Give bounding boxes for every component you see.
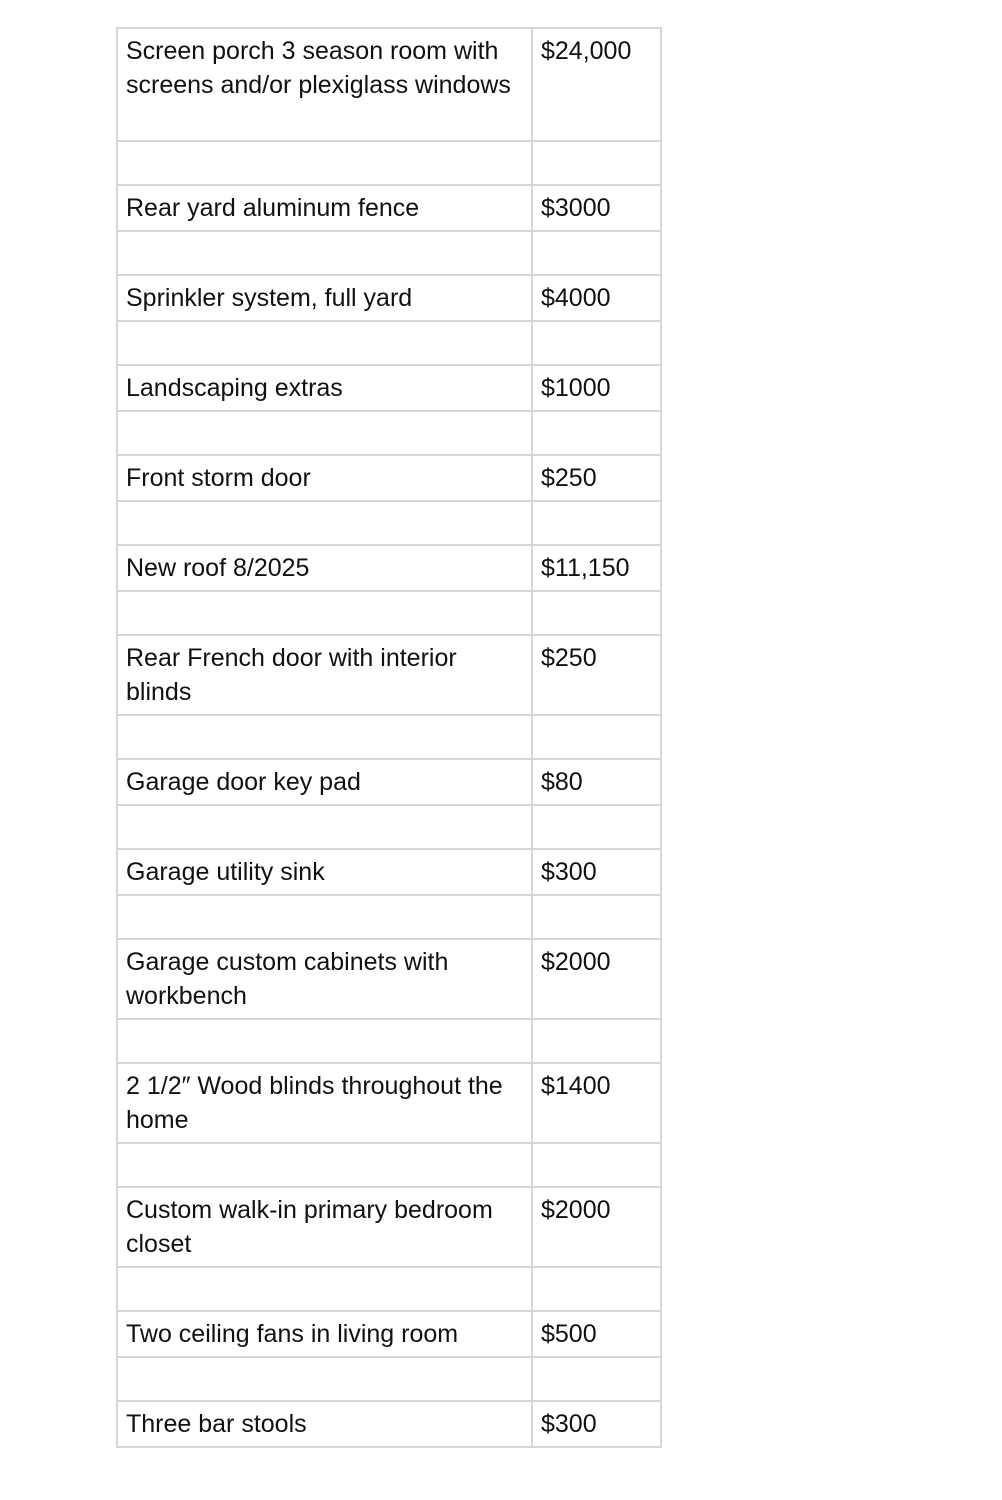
spacer-row	[117, 1143, 661, 1187]
table-row	[117, 455, 661, 501]
item-description: Custom walk-in primary bedroom closet	[117, 1187, 532, 1267]
item-description: 2 1/2″ Wood blinds throughout the home	[117, 1063, 532, 1143]
item-cost: $80	[532, 759, 661, 805]
spacer-row	[117, 1357, 661, 1401]
table-row	[117, 635, 661, 715]
empty-cell	[532, 1357, 661, 1401]
table-row	[117, 365, 661, 411]
item-description: Front storm door	[117, 455, 532, 501]
spacer-row	[117, 1267, 661, 1311]
item-description: Landscaping extras	[117, 365, 532, 411]
spacer-row	[117, 231, 661, 275]
empty-cell	[532, 321, 661, 365]
item-description: Sprinkler system, full yard	[117, 275, 532, 321]
empty-cell	[532, 895, 661, 939]
item-cost: $4000	[532, 275, 661, 321]
empty-cell	[117, 501, 532, 545]
item-description: Two ceiling fans in living room	[117, 1311, 532, 1357]
table-row	[117, 28, 661, 141]
table-row	[117, 1187, 661, 1267]
item-cost: $300	[532, 849, 661, 895]
spacer-row	[117, 895, 661, 939]
improvements-table	[116, 27, 662, 1448]
empty-cell	[117, 715, 532, 759]
empty-cell	[532, 141, 661, 185]
item-description: Rear French door with interior blinds	[117, 635, 532, 715]
empty-cell	[117, 895, 532, 939]
table-body	[117, 28, 661, 1447]
empty-cell	[117, 1019, 532, 1063]
table-row	[117, 1063, 661, 1143]
spacer-row	[117, 141, 661, 185]
empty-cell	[532, 231, 661, 275]
empty-cell	[532, 501, 661, 545]
empty-cell	[117, 231, 532, 275]
empty-cell	[532, 411, 661, 455]
table-row	[117, 1401, 661, 1447]
table-row	[117, 759, 661, 805]
empty-cell	[532, 1019, 661, 1063]
item-description: Rear yard aluminum fence	[117, 185, 532, 231]
empty-cell	[117, 321, 532, 365]
item-cost: $500	[532, 1311, 661, 1357]
item-cost: $1000	[532, 365, 661, 411]
empty-cell	[117, 591, 532, 635]
empty-cell	[532, 1143, 661, 1187]
item-cost: $2000	[532, 1187, 661, 1267]
item-cost: $24,000	[532, 28, 661, 141]
item-cost: $1400	[532, 1063, 661, 1143]
table-row	[117, 545, 661, 591]
empty-cell	[117, 1143, 532, 1187]
spacer-row	[117, 1019, 661, 1063]
empty-cell	[117, 805, 532, 849]
item-description: New roof 8/2025	[117, 545, 532, 591]
spacer-row	[117, 411, 661, 455]
spacer-row	[117, 321, 661, 365]
spacer-row	[117, 501, 661, 545]
empty-cell	[117, 141, 532, 185]
empty-cell	[117, 1357, 532, 1401]
spacer-row	[117, 715, 661, 759]
item-description: Three bar stools	[117, 1401, 532, 1447]
table-row	[117, 849, 661, 895]
spacer-row	[117, 591, 661, 635]
table-row	[117, 1311, 661, 1357]
empty-cell	[532, 1267, 661, 1311]
item-cost: $3000	[532, 185, 661, 231]
item-cost: $2000	[532, 939, 661, 1019]
spacer-row	[117, 805, 661, 849]
empty-cell	[117, 411, 532, 455]
item-description: Garage door key pad	[117, 759, 532, 805]
item-description: Garage utility sink	[117, 849, 532, 895]
table-row	[117, 185, 661, 231]
item-cost: $250	[532, 455, 661, 501]
item-cost: $250	[532, 635, 661, 715]
item-cost: $300	[532, 1401, 661, 1447]
table-row	[117, 939, 661, 1019]
item-description: Garage custom cabinets with workbench	[117, 939, 532, 1019]
item-description: Screen porch 3 season room with screens and/or plexiglass windows	[117, 28, 532, 141]
empty-cell	[117, 1267, 532, 1311]
empty-cell	[532, 715, 661, 759]
table-row	[117, 275, 661, 321]
empty-cell	[532, 591, 661, 635]
item-cost: $11,150	[532, 545, 661, 591]
empty-cell	[532, 805, 661, 849]
